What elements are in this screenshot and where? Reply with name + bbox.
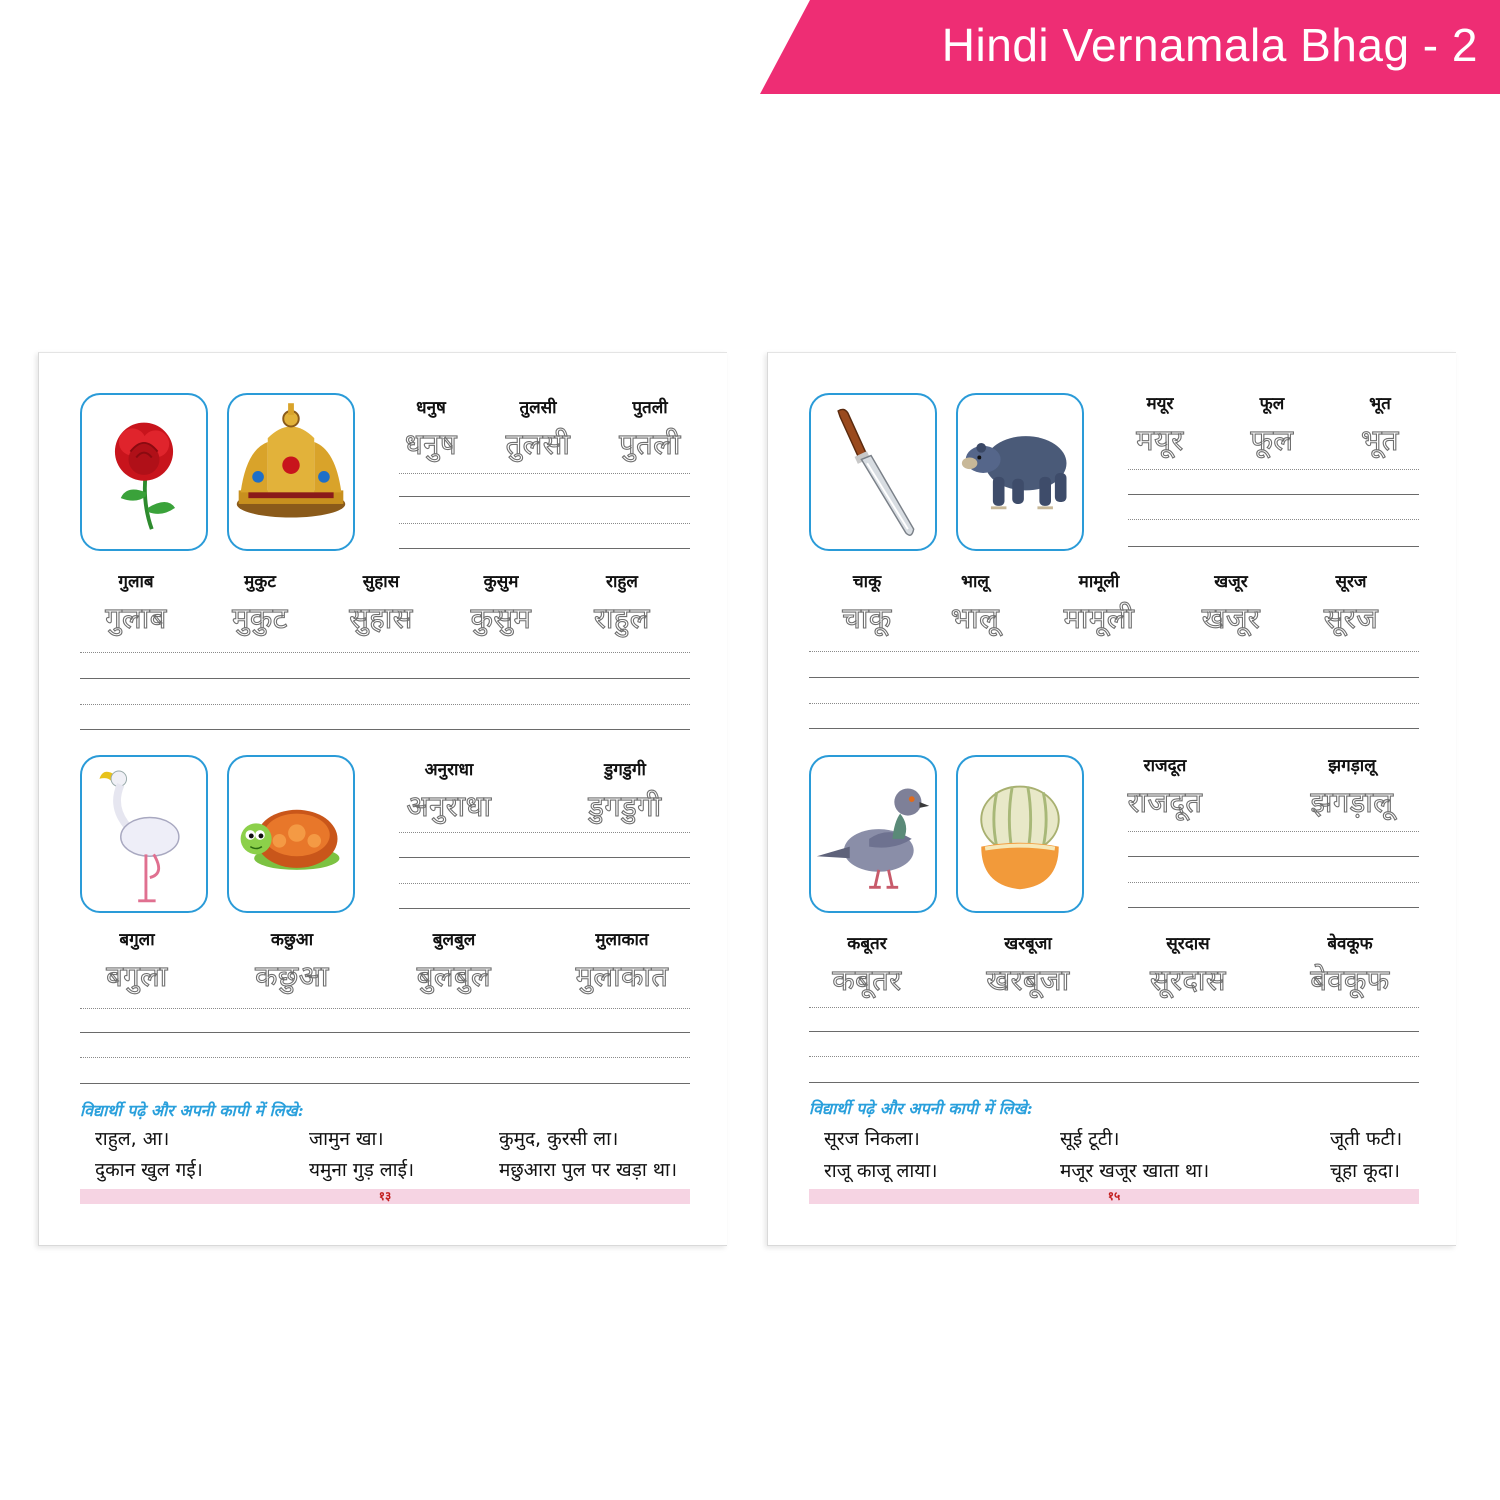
word-label: अनुराधा bbox=[424, 760, 474, 780]
writing-line bbox=[809, 728, 1419, 729]
word-trace: पुतली bbox=[619, 427, 681, 461]
writing-line bbox=[80, 704, 690, 705]
title-banner bbox=[0, 0, 1500, 95]
word-column bbox=[232, 569, 288, 637]
writing-line bbox=[399, 883, 690, 884]
word-trace: मयूर bbox=[1136, 423, 1184, 457]
word-column bbox=[105, 569, 167, 637]
word-trace: चाकू bbox=[842, 601, 892, 635]
word-label: मुलाकात bbox=[595, 930, 649, 950]
writing-line bbox=[399, 832, 690, 833]
practice-sentence: सूरज निकला। bbox=[824, 1128, 920, 1150]
word-label: तुलसी bbox=[519, 398, 557, 418]
exercise-heading: विद्यार्थी पढ़े और अपनी कापी में लिखे: bbox=[809, 1099, 1033, 1118]
word-column bbox=[417, 927, 491, 995]
word-column bbox=[255, 927, 329, 995]
word-column bbox=[407, 757, 492, 825]
workbook-page-right bbox=[767, 352, 1456, 1246]
word-trace: धनुष bbox=[404, 427, 458, 461]
word-column bbox=[1202, 569, 1261, 637]
writing-line bbox=[1128, 856, 1419, 857]
word-label: कबूतर bbox=[847, 934, 887, 954]
practice-sentence: दुकान खुल गई। bbox=[95, 1159, 203, 1181]
word-label: कछुआ bbox=[270, 930, 314, 950]
practice-sentence: मछुआरा पुल पर खड़ा था। bbox=[499, 1159, 678, 1181]
writing-line bbox=[1128, 519, 1419, 520]
word-trace: फूल bbox=[1250, 423, 1294, 457]
writing-line bbox=[1128, 494, 1419, 495]
word-trace: मामूली bbox=[1063, 601, 1135, 635]
word-column bbox=[1310, 931, 1389, 999]
banner-title: Hindi Vernamala Bhag - 2 bbox=[941, 19, 1478, 71]
word-column bbox=[1250, 391, 1293, 459]
word-label: फूल bbox=[1259, 394, 1285, 414]
picture-card-flamingo bbox=[80, 755, 208, 913]
picture-card-pigeon bbox=[809, 755, 937, 913]
word-trace: सुहास bbox=[349, 601, 413, 635]
word-label: मुकुट bbox=[244, 572, 276, 592]
word-column bbox=[594, 569, 650, 637]
word-label: धनुष bbox=[416, 398, 446, 418]
word-trace: झगड़ालू bbox=[1310, 785, 1394, 819]
writing-line bbox=[80, 1008, 690, 1009]
word-trace: खरबूजा bbox=[986, 963, 1070, 997]
word-column bbox=[506, 395, 571, 463]
word-column bbox=[588, 757, 661, 825]
word-column bbox=[986, 931, 1069, 999]
writing-line bbox=[809, 703, 1419, 704]
word-label: राजदूत bbox=[1143, 756, 1187, 776]
word-column bbox=[1324, 569, 1378, 637]
melon-icon bbox=[958, 757, 1082, 911]
word-trace: बेवकूफ bbox=[1310, 963, 1390, 997]
writing-line bbox=[1128, 907, 1419, 908]
practice-sentence: मजूर खजूर खाता था। bbox=[1060, 1160, 1210, 1182]
crown-icon bbox=[229, 395, 353, 549]
page-number: १३ bbox=[378, 1189, 392, 1203]
writing-line bbox=[80, 729, 690, 730]
practice-sentence: राहुल, आ। bbox=[95, 1128, 170, 1150]
word-label: भूत bbox=[1369, 394, 1391, 414]
pigeon-icon bbox=[811, 757, 935, 911]
practice-sentence: कुमुद, कुरसी ला। bbox=[499, 1128, 619, 1150]
writing-line bbox=[809, 1007, 1419, 1008]
writing-line bbox=[809, 677, 1419, 678]
word-label: सुहास bbox=[362, 572, 400, 592]
word-label: बेवकूफ bbox=[1327, 934, 1373, 954]
word-column bbox=[832, 931, 901, 999]
practice-sentence: जामुन खा। bbox=[309, 1128, 384, 1150]
exercise-heading: विद्यार्थी पढ़े और अपनी कापी में लिखे: bbox=[80, 1101, 304, 1120]
word-column bbox=[471, 569, 532, 637]
word-trace: बगुला bbox=[106, 959, 168, 993]
picture-card-bear bbox=[956, 393, 1084, 551]
word-trace: सूरज bbox=[1323, 601, 1379, 635]
word-trace: मुलाकात bbox=[575, 959, 669, 993]
word-column bbox=[1136, 391, 1184, 459]
word-trace: सूरदास bbox=[1150, 963, 1226, 997]
word-trace: बुलबुल bbox=[416, 959, 492, 993]
writing-line bbox=[809, 1031, 1419, 1032]
writing-line bbox=[399, 857, 690, 858]
workbook-page-left bbox=[38, 352, 727, 1246]
word-trace: खजूर bbox=[1201, 601, 1261, 635]
word-column bbox=[619, 395, 681, 463]
word-trace: राहुल bbox=[594, 601, 650, 635]
word-trace: डुगडुगी bbox=[588, 789, 662, 823]
writing-line bbox=[80, 1057, 690, 1058]
word-label: बुलबुल bbox=[432, 930, 476, 950]
word-column bbox=[106, 927, 168, 995]
word-column bbox=[1128, 753, 1203, 821]
word-trace: भूत bbox=[1361, 423, 1399, 457]
turtle-icon bbox=[229, 757, 353, 911]
knife-icon bbox=[811, 395, 935, 549]
word-trace: गुलाब bbox=[105, 601, 167, 635]
writing-line bbox=[80, 678, 690, 679]
practice-sentence: राजू काजू लाया। bbox=[824, 1160, 938, 1182]
practice-sentence: सूई टूटी। bbox=[1060, 1128, 1120, 1150]
word-column bbox=[1361, 391, 1399, 459]
writing-line bbox=[809, 1082, 1419, 1083]
writing-line bbox=[80, 652, 690, 653]
rose-icon bbox=[82, 395, 206, 549]
practice-sentence: जूती फटी। bbox=[1330, 1128, 1403, 1150]
picture-card-melon bbox=[956, 755, 1084, 913]
word-label: पुतली bbox=[632, 398, 668, 418]
writing-line bbox=[399, 473, 690, 474]
word-column bbox=[576, 927, 669, 995]
word-column bbox=[1064, 569, 1135, 637]
word-label: सूरदास bbox=[1166, 934, 1210, 954]
writing-line bbox=[1128, 831, 1419, 832]
flamingo-icon bbox=[82, 757, 206, 911]
word-label: खरबूजा bbox=[1004, 934, 1052, 954]
word-label: मयूर bbox=[1146, 394, 1174, 414]
picture-card-knife bbox=[809, 393, 937, 551]
word-label: चाकू bbox=[852, 572, 882, 592]
writing-line bbox=[1128, 469, 1419, 470]
word-column bbox=[349, 569, 413, 637]
word-trace: भालू bbox=[950, 601, 1000, 635]
writing-line bbox=[809, 651, 1419, 652]
word-trace: कुसुम bbox=[470, 601, 532, 635]
word-column bbox=[1150, 931, 1226, 999]
writing-line bbox=[809, 1056, 1419, 1057]
word-trace: तुलसी bbox=[505, 427, 571, 461]
page-number: १५ bbox=[1107, 1189, 1121, 1203]
word-label: झगड़ालू bbox=[1328, 756, 1376, 776]
word-trace: मुकुट bbox=[232, 601, 288, 635]
picture-card-rose bbox=[80, 393, 208, 551]
writing-line bbox=[1128, 546, 1419, 547]
writing-line bbox=[399, 496, 690, 497]
picture-card-crown bbox=[227, 393, 355, 551]
writing-line bbox=[80, 1083, 690, 1084]
word-label: सूरज bbox=[1335, 572, 1367, 592]
word-label: गुलाब bbox=[118, 572, 154, 592]
word-trace: अनुराधा bbox=[406, 789, 492, 823]
word-label: कुसुम bbox=[483, 572, 519, 592]
word-trace: राजदूत bbox=[1127, 785, 1203, 819]
word-label: डुगडुगी bbox=[604, 760, 646, 780]
practice-sentence: यमुना गुड़ लाई। bbox=[309, 1159, 415, 1181]
word-column bbox=[1311, 753, 1394, 821]
picture-card-turtle bbox=[227, 755, 355, 913]
word-column bbox=[405, 395, 457, 463]
bear-icon bbox=[958, 395, 1082, 549]
word-trace: कछुआ bbox=[255, 959, 329, 993]
writing-line bbox=[399, 908, 690, 909]
word-column bbox=[842, 569, 891, 637]
practice-sentence: चूहा कूदा। bbox=[1330, 1160, 1400, 1182]
word-label: भालू bbox=[961, 572, 989, 592]
word-label: राहुल bbox=[606, 572, 638, 592]
word-label: बगुला bbox=[119, 930, 155, 950]
writing-line bbox=[1128, 882, 1419, 883]
word-column bbox=[951, 569, 1000, 637]
writing-line bbox=[80, 1032, 690, 1033]
writing-line bbox=[399, 523, 690, 524]
writing-line bbox=[399, 548, 690, 549]
word-trace: कबूतर bbox=[832, 963, 902, 997]
word-label: मामूली bbox=[1078, 572, 1120, 592]
word-label: खजूर bbox=[1214, 572, 1248, 592]
